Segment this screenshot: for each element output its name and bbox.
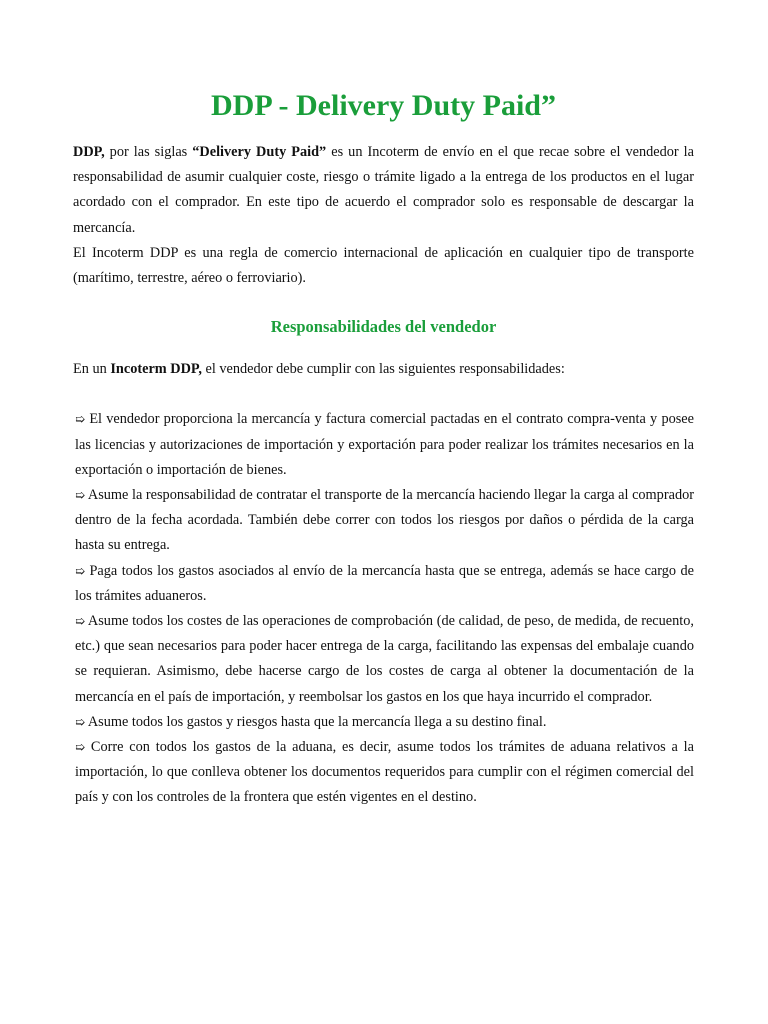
intro-text-mid: por las siglas (104, 144, 193, 160)
list-item-text: Corre con todos los gastos de la aduana, es decir, asume todos los trámites de aduana relativos a la importación, lo que conlleva obtener los documentos requeridos para cumplir con el régimen comercial del país y con los controles de la frontera que estén vigentes en el destino. (75, 739, 695, 806)
arrow-icon: ➯ (75, 563, 86, 578)
list-item (75, 735, 694, 811)
list-item-text: Asume todos los costes de las operaciones de comprobación (de calidad, de peso, de medida, de recuento, etc.) que sean necesarios para poder hacer entrega de la carga, facilitando las expensas del embalaje cuando se requieran. Asimismo, debe hacerse cargo de los costes de carga al obtener la documentación de la mercancía en el país de importación, y reembolsar los gastos en los que haya incurrido el comprador. (75, 613, 694, 705)
lead-end: el vendedor debe cumplir con las siguientes responsabilidades: (201, 361, 565, 378)
delivery-duty-paid-quote: “Delivery Duty Paid” (192, 144, 327, 160)
intro-text-rest: es un Incoterm de envío en el que recae sobre el vendedor la responsabilidad de asumir cualquier coste, riesgo o trámite ligado a la entrega de los productos en el lugar acordado con el comprador. En este tipo de acuerdo el comprador solo es responsable de descargar la mercancía. (73, 144, 694, 236)
arrow-icon: ➯ (75, 488, 86, 503)
responsibilities-list (73, 407, 694, 810)
intro-paragraph (73, 140, 694, 241)
list-item (75, 609, 694, 710)
list-item (75, 407, 694, 483)
list-item-text: El vendedor proporciona la mercancía y factura comercial pactadas en el contrato compra-venta y posee las licencias y autorizaciones de importación y exportación para poder realizar los trámites necesarios en la exportación o importación de bienes. (75, 411, 694, 478)
section-heading: Responsabilidades del vendedor (270, 317, 497, 337)
list-item (75, 710, 694, 735)
list-item (75, 483, 694, 559)
lead-bold-term: Incoterm DDP, (110, 361, 202, 378)
arrow-icon: ➯ (75, 412, 86, 427)
document-title: DDP - Delivery Duty Paid” (211, 89, 556, 122)
document-page (73, 86, 694, 811)
list-item-text: Paga todos los gastos asociados al envío de la mercancía hasta que se entrega, además se hace cargo de los trámites aduaneros. (75, 562, 694, 604)
list-item-text: Asume todos los gastos y riesgos hasta que la mercancía llega a su destino final. (87, 713, 547, 730)
list-item-text: Asume la responsabilidad de contratar el transporte de la mercancía haciendo llegar la carga al comprador dentro de la fecha acordada. También debe correr con todos los riesgos por daños o pérdida de la carga hasta su entrega. (75, 487, 694, 554)
ddp-term: DDP, (73, 144, 105, 160)
arrow-icon: ➯ (75, 614, 86, 629)
arrow-icon: ➯ (75, 714, 86, 729)
incoterm-paragraph: El Incoterm DDP es una regla de comercio internacional de aplicación en cualquier tipo de transporte (marítimo, terrestre, aéreo o ferroviario). (73, 244, 694, 287)
list-item (75, 559, 694, 609)
lead-start: En un (73, 361, 111, 378)
section-lead (73, 357, 694, 382)
arrow-icon: ➯ (75, 740, 86, 755)
